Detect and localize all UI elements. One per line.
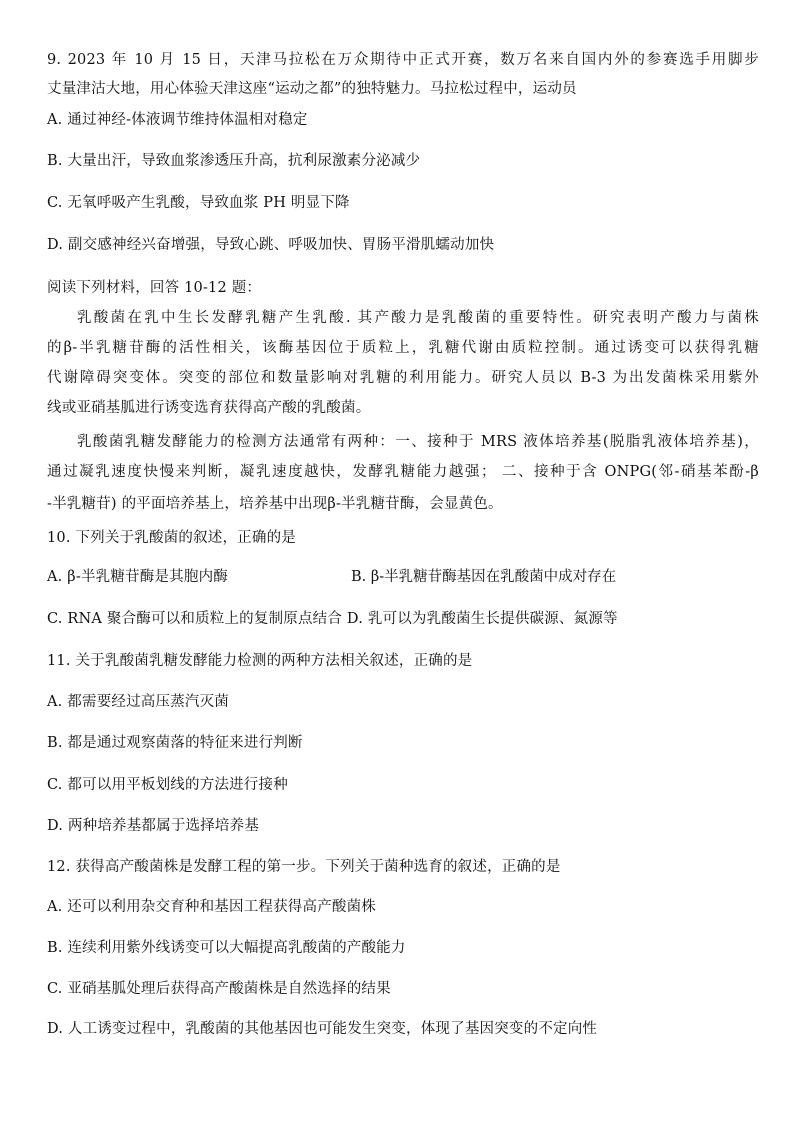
reading-p1-line-3: 代谢障碍突变体。突变的部位和数量影响对乳糖的利用能力。研究人员以 B-3 为出发菌株采用紫外: [47, 370, 759, 386]
reading-p1-line-4: 线或亚硝基胍进行诱变选育获得高产酸的乳酸菌。: [47, 400, 371, 416]
q9-stem-line-2: 丈量津沽大地，用心体验天津这座“运动之都”的独特魅力。马拉松过程中，运动员: [47, 81, 577, 97]
q10-option-a: A. β-半乳糖苷酶是其胞内酶: [47, 569, 228, 585]
q10-option-cd: C. RNA 聚合酶可以和质粒上的复制原点结合 D. 乳可以为乳酸菌生长提供碳源、氮源等: [47, 611, 618, 627]
q12-stem: 12. 获得高产酸菌株是发酵工程的第一步。下列关于菌种选育的叙述，正确的是: [47, 859, 561, 875]
q12-option-a: A. 还可以利用杂交育种和基因工程获得高产酸菌株: [47, 899, 376, 915]
reading-intro: 阅读下列材料，回答 10-12 题：: [47, 280, 262, 296]
q12-option-d: D. 人工诱变过程中，乳酸菌的其他基因也可能发生突变，体现了基因突变的不定向性: [47, 1021, 598, 1037]
q11-stem: 11. 关于乳酸菌乳糖发酵能力检测的两种方法相关叙述，正确的是: [47, 653, 473, 669]
reading-p2-line-2: 通过凝乳速度快慢来判断，凝乳速度越快，发酵乳糖能力越强； 二、接种于含 ONPG(邻-硝基苯酚-β: [47, 464, 759, 480]
q11-option-d: D. 两种培养基都属于选择培养基: [47, 818, 260, 834]
q9-option-d: D. 副交感神经兴奋增强，导致心跳、呼吸加快、胃肠平滑肌蠕动加快: [47, 237, 495, 253]
reading-p2-line-1: 乳酸菌乳糖发酵能力的检测方法通常有两种：一、接种于 MRS 液体培养基(脱脂乳液体培养基)，: [77, 434, 759, 450]
q9-stem-line-1: 9. 2023 年 10 月 15 日，天津马拉松在万众期待中正式开赛，数万名来自国内外的参赛选手用脚步: [47, 52, 759, 68]
q9-option-b: B. 大量出汗，导致血浆渗透压升高，抗利尿激素分泌减少: [47, 153, 421, 169]
reading-p1-line-1: 乳酸菌在乳中生长发酵乳糖产生乳酸. 其产酸力是乳酸菌的重要特性。研究表明产酸力与菌株: [77, 310, 759, 326]
reading-p2-line-3: -半乳糖苷) 的平面培养基上，培养基中出现β-半乳糖苷酶，会显黄色。: [47, 496, 503, 512]
q10-stem: 10. 下列关于乳酸菌的叙述，正确的是: [47, 530, 296, 546]
q9-option-a: A. 通过神经-体液调节维持体温相对稳定: [47, 112, 308, 128]
reading-p1-line-2: 的β-半乳糖苷酶的活性相关，该酶基因位于质粒上，乳糖代谢由质粒控制。通过诱变可以获得乳糖: [47, 340, 759, 356]
q11-option-c: C. 都可以用平板划线的方法进行接种: [47, 777, 288, 793]
q12-option-c: C. 亚硝基胍处理后获得高产酸菌株是自然选择的结果: [47, 981, 391, 997]
q11-option-a: A. 都需要经过高压蒸汽灭菌: [47, 694, 229, 710]
q12-option-b: B. 连续利用紫外线诱变可以大幅提高乳酸菌的产酸能力: [47, 940, 406, 956]
q10-option-b: B. β-半乳糖苷酶基因在乳酸菌中成对存在: [351, 569, 617, 585]
q11-option-b: B. 都是通过观察菌落的特征来进行判断: [47, 735, 303, 751]
q9-option-c: C. 无氧呼吸产生乳酸，导致血浆 PH 明显下降: [47, 195, 350, 211]
